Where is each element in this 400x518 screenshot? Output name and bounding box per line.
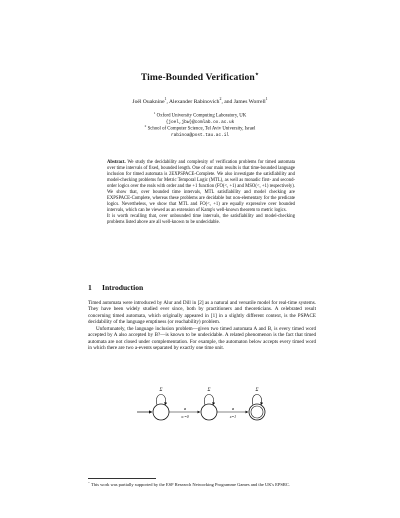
section-title: Introduction xyxy=(102,283,144,292)
author-name: James Worrell xyxy=(233,99,266,105)
abstract xyxy=(107,160,295,227)
timed-automaton-figure xyxy=(135,384,285,428)
abstract-text: We study the decidability and complexity of verification problems for timed automata over time intervals of fixed, bounded length. One of our main results is that time-bounded language inclusion for timed automata is 2EXPSPACE-Complete. We also investigate the satisfiability and model-checking problems for Metric Temporal Logic (MTL), as well as monadic first- and second-order logics over the reals with order and the +1 function (FO(<, +1) and MSO(<, +1) respectively). We show that, over bounded time intervals, MTL satisfiability and model checking are EXPSPACE-Complete, whereas these problems are decidable but non-elementary for the predicate logics. Nevertheless, we show that MTL and FO(<, +1) are equally expressive over bounded intervals, which can be viewed as an extension of Kamp's well-known theorem to metric logics. xyxy=(107,160,295,214)
title-text: Time-Bounded Verification xyxy=(140,72,255,83)
state-1 xyxy=(153,404,169,420)
state-2 xyxy=(201,404,217,420)
paragraph: Unfortunately, the language inclusion problem—given two timed automata A and B, is every timed word accepted by A also accepted by B?—is known to be undecidable. A related phenomenon is the fact that timed automata are not closed under complementation. For example, the automaton below accepts every timed word in which there are two a-events separated by exactly one time unit. xyxy=(88,325,316,352)
affiliation xyxy=(0,126,400,139)
author-line xyxy=(0,99,400,105)
affil-mark: 1 xyxy=(153,111,156,115)
body-text xyxy=(88,300,316,352)
state-3 xyxy=(249,404,265,420)
loop-label-1: Σ xyxy=(159,388,163,393)
affil-email: rabinoa@post.tau.ac.il xyxy=(171,132,229,138)
abstract-label: Abstract. xyxy=(107,160,126,165)
footnote xyxy=(88,482,316,488)
author-affil-mark: 1 xyxy=(164,97,167,102)
footnote-rule xyxy=(88,478,156,479)
title-footnote-mark: ⋆ xyxy=(254,70,260,78)
section-number: 1 xyxy=(88,283,92,292)
author-affil-mark: 1 xyxy=(265,97,268,102)
loop-label-3: Σ xyxy=(255,388,259,393)
author-separator: , xyxy=(166,99,169,105)
footnote-text: This work was partially supported by the ESF Research Networking Programme Games and the UK's EPSRC. xyxy=(91,482,291,487)
transition-2-label: a xyxy=(231,406,235,411)
affil-name: School of Computer Science, Tel Aviv University, Israel xyxy=(147,126,256,132)
transition-2-guard: x=1 xyxy=(229,415,237,419)
abstract-text-2: It is worth recalling that, over unbounded time intervals, the satisfiability and model-checking problems listed above are all well-known to be undecidable. xyxy=(107,214,295,226)
author-separator: , and xyxy=(221,99,234,105)
affil-mark: 2 xyxy=(144,124,147,128)
author-name: Alexander Rabinovich xyxy=(169,99,220,105)
affil-email: {joel,jbw}@comlab.ox.ac.uk xyxy=(165,119,235,125)
accepting-ring xyxy=(251,406,263,418)
affiliation xyxy=(0,113,400,126)
affil-name: Oxford University Computing Laboratory, UK xyxy=(156,113,247,119)
transition-1-label: a xyxy=(183,406,187,411)
footnote-mark: ⋆ xyxy=(88,480,90,485)
paragraph: Timed automata were introduced by Alur and Dill in [2] as a natural and versatile model for real-time systems. They have been widely studied ever since, both by practitioners and theoreticians. A celebrated result concerning timed automata, which originally appeared in [1] in a slightly different context, is the PSPACE decidability of the language emptiness (or reachability) problem. xyxy=(88,300,316,326)
transition-1-guard: x:=0 xyxy=(181,415,189,419)
loop-label-2: Σ xyxy=(207,388,211,393)
author-name: Joël Ouaknine xyxy=(132,99,165,105)
self-loop-1 xyxy=(156,395,165,406)
author-affil-mark: 2 xyxy=(219,97,222,102)
self-loop-3 xyxy=(252,395,261,406)
self-loop-2 xyxy=(204,395,213,406)
paper-title xyxy=(0,72,400,83)
section-heading xyxy=(88,283,318,292)
